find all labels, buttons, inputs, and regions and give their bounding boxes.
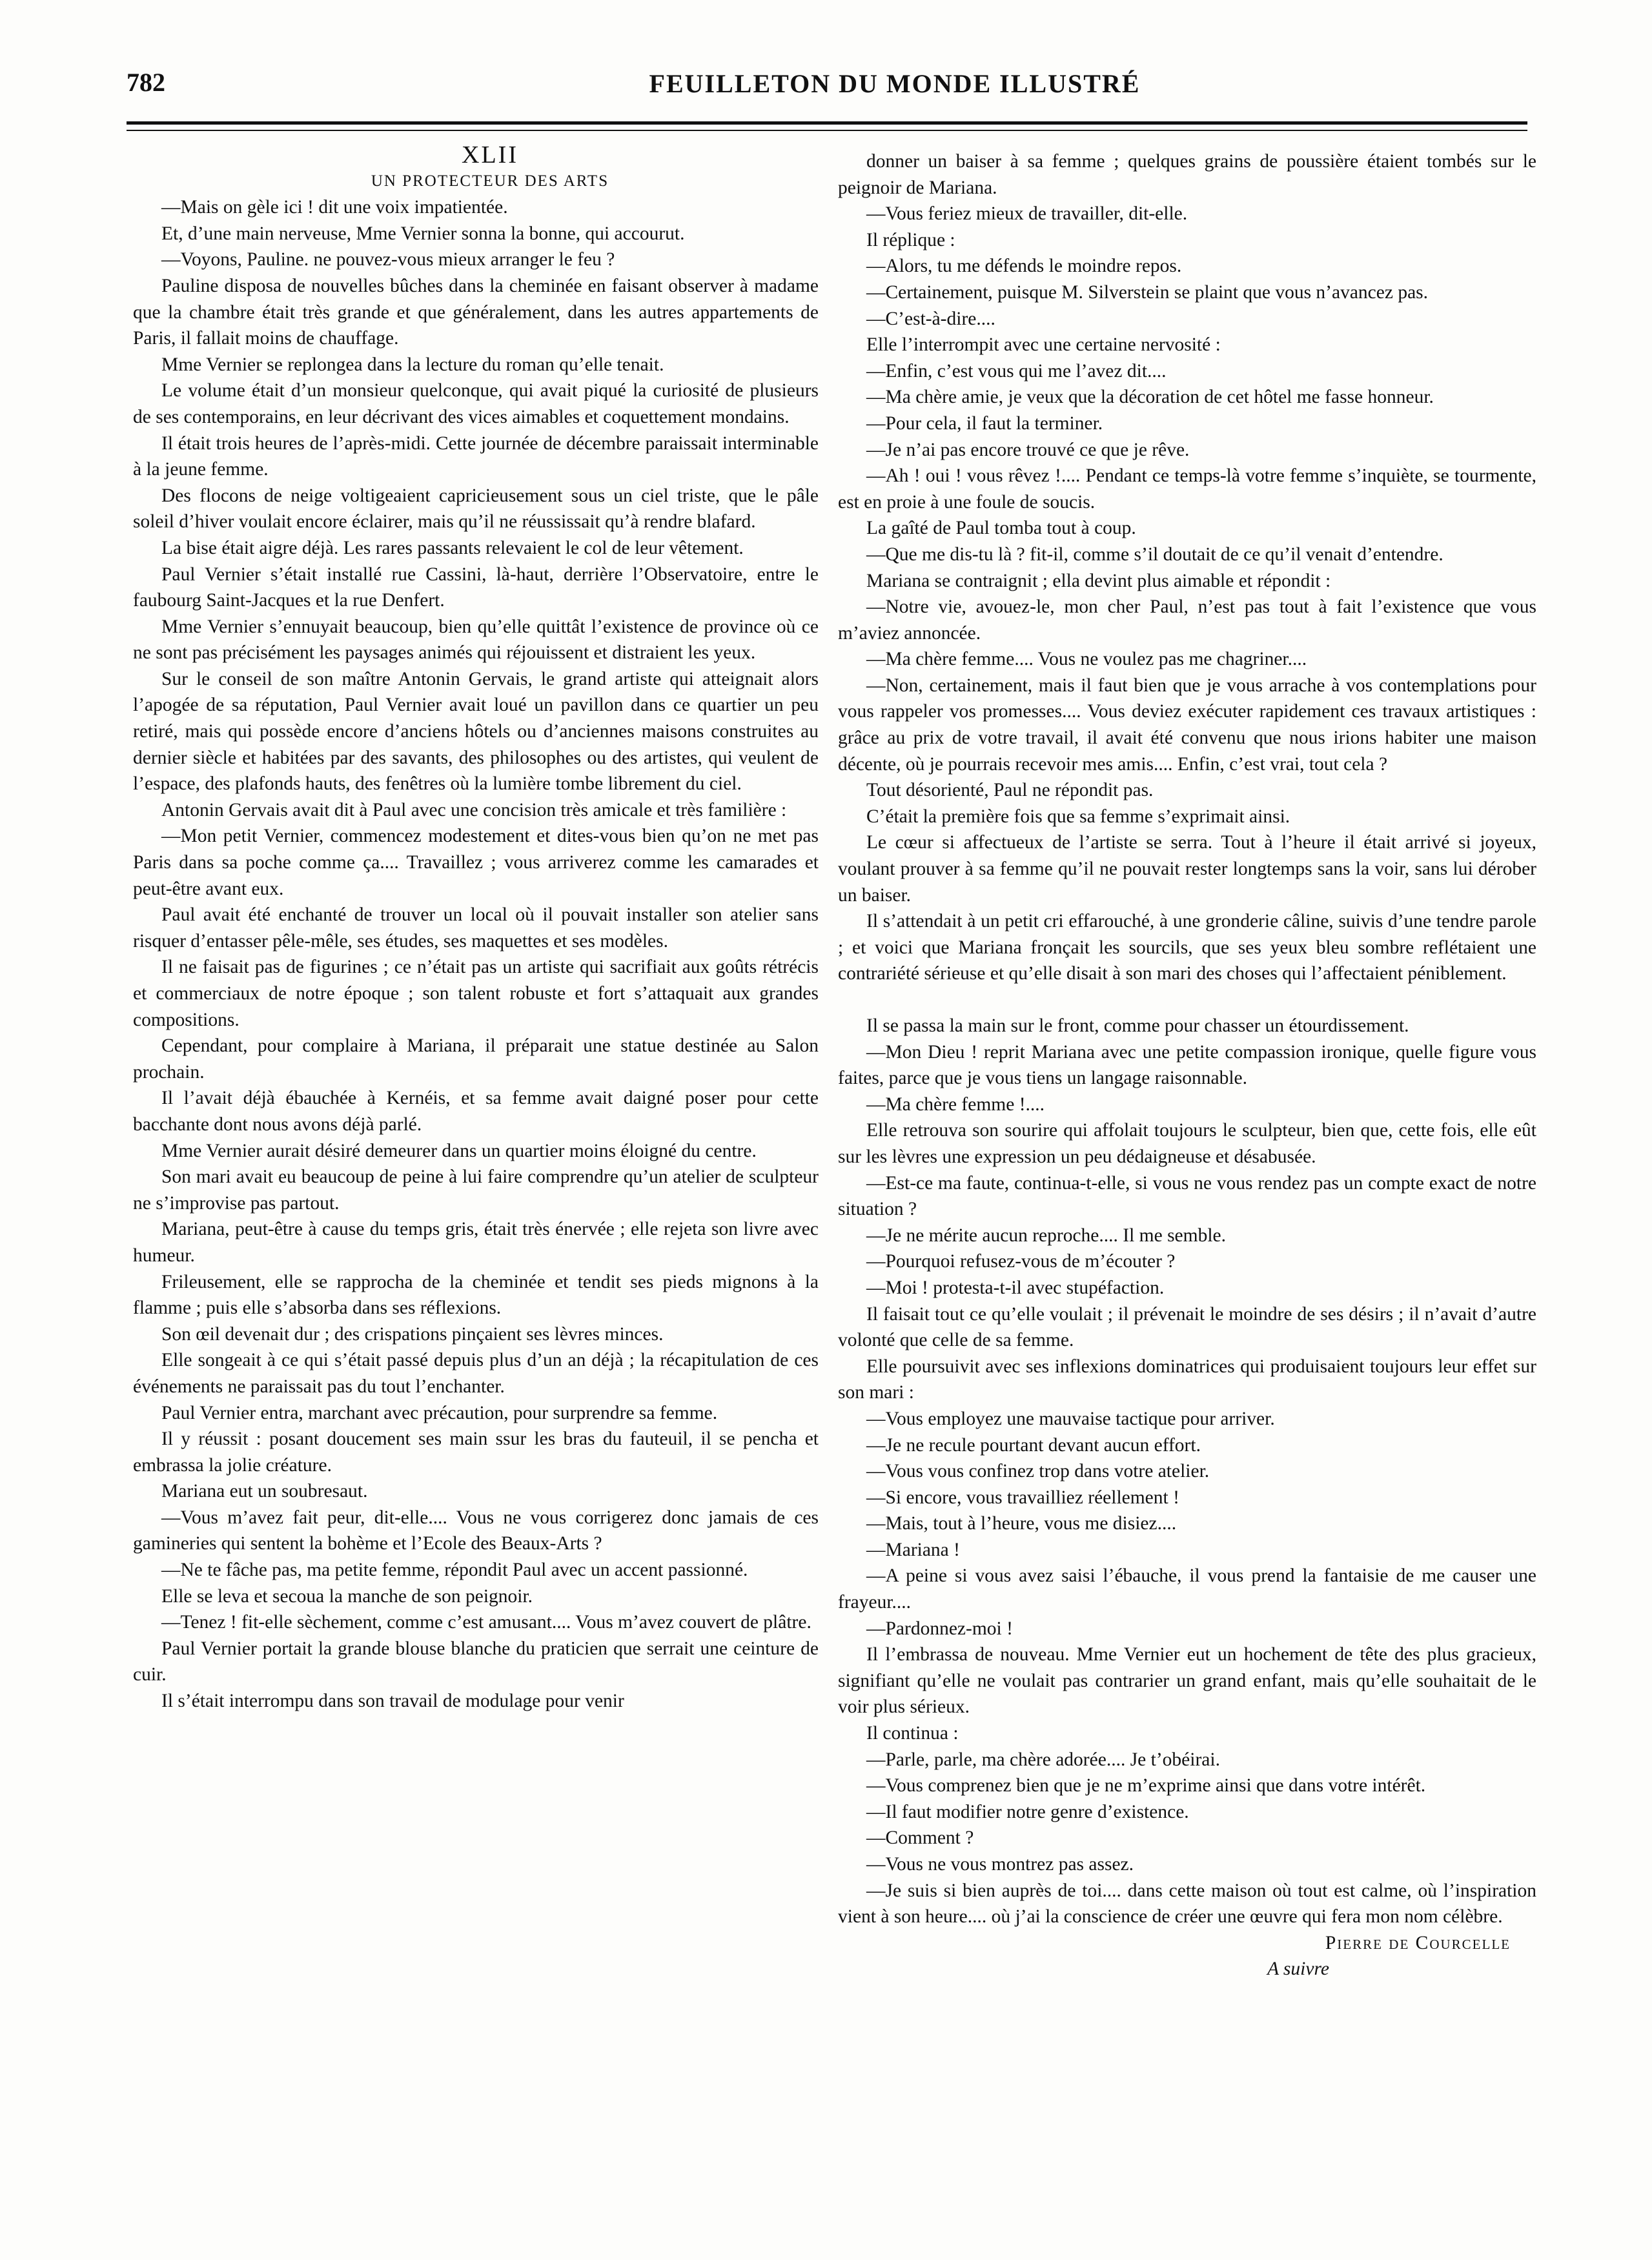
running-head: FEUILLETON DU MONDE ILLUSTRÉ (649, 69, 1141, 98)
section-gap (838, 987, 1536, 1013)
paragraph: —Vous m’avez fait peur, dit-elle.... Vous ne vous corrigerez donc jamais de ces gamineries qui sentent la bohème et l’Ecole des Beaux-Arts ? (133, 1507, 819, 1554)
paragraph: —Moi ! protesta-t-il avec stupéfaction. (866, 1277, 1165, 1298)
paragraph: Il se passa la main sur le front, comme pour chasser un étourdissement. (866, 1015, 1409, 1036)
paragraph: Frileusement, elle se rapprocha de la cheminée et tendit ses pieds mignons à la flamme ; puis elle s’absorba dans ses réflexions. (133, 1271, 819, 1319)
paragraph: Il s’attendait à un petit cri effarouché, à une gronderie câline, suivis d’une tendre parole ; et voici que Mariana fronçait les sourcils, que ses yeux bleu sombre reflétaient une contrariété sérieuse et qu’elle disait à son mari des choses qui l’affectaient péniblement. (838, 911, 1536, 984)
chapter-title: UN PROTECTEUR DES ARTS (371, 172, 609, 190)
paragraph: —Vous comprenez bien que je ne m’exprime ainsi que dans votre intérêt. (866, 1775, 1426, 1797)
paragraph: —Mon Dieu ! reprit Mariana avec une petite compassion ironique, quelle figure vous faites, parce que je vous tiens un langage raisonnable. (838, 1041, 1536, 1089)
paragraph: Sur le conseil de son maître Antonin Gervais, le grand artiste qui atteignait alors l’apogée de sa réputation, Paul Vernier avait loué un pavillon dans ce quartier un peu retiré, mais qui possède encore d’anciens hôtels ou d’anciennes maisons construites au dernier siècle et habitées par des savants, des philosophes ou des artistes, qui veulent de l’espace, des plafonds hauts, des fenêtres où la lumière tombe librement du ciel. (133, 668, 819, 795)
paragraph: Son œil devenait dur ; des crispations pinçaient ses lèvres minces. (161, 1323, 664, 1345)
paragraph: —Pardonnez-moi ! (866, 1618, 1013, 1639)
paragraph: Mariana eut un soubresaut. (161, 1481, 368, 1502)
paragraph: Paul Vernier portait la grande blouse blanche du praticien que serrait une ceinture de cuir. (133, 1638, 819, 1685)
paragraph: —Ah ! oui ! vous rêvez !.... Pendant ce temps-là votre femme s’inquiète, se tourmente, est en proie à une foule de soucis. (838, 465, 1536, 513)
paragraph: —Il faut modifier notre genre d’existence. (866, 1801, 1189, 1822)
paragraph: Il réplique : (866, 229, 955, 250)
paragraph: donner un baiser à sa femme ; quelques grains de poussière étaient tombés sur le peignoir de Mariana. (838, 151, 1536, 198)
paragraph: Il y réussit : posant doucement ses main ssur les bras du fauteuil, il se pencha et embrassa la jolie créature. (133, 1429, 819, 1476)
header-rule-thick (127, 121, 1527, 125)
paragraph: —C’est-à-dire.... (866, 308, 995, 329)
paragraph: Elle retrouva son sourire qui affolait toujours le sculpteur, bien que, cette fois, elle eût sur les lèvres une expression un peu dédaigneuse et désabusée. (838, 1120, 1536, 1167)
paragraph: Son mari avait eu beaucoup de peine à lui faire comprendre qu’un atelier de sculpteur ne s’improvise pas partout. (133, 1166, 819, 1214)
paragraph: —Comment ? (866, 1827, 974, 1849)
paragraph: Mariana, peut-être à cause du temps gris, était très énervée ; elle rejeta son livre avec humeur. (133, 1219, 819, 1266)
paragraph: —Je n’ai pas encore trouvé ce que je rêve. (866, 439, 1190, 460)
paragraph: —Alors, tu me défends le moindre repos. (866, 256, 1182, 277)
right-column-top (838, 148, 1536, 987)
paragraph: —Certainement, puisque M. Silverstein se plaint que vous n’avancez pas. (866, 281, 1429, 303)
paragraph: Il l’avait déjà ébauchée à Kernéis, et sa femme avait daigné poser pour cette bacchante dont nous avons déjà parlé. (133, 1088, 819, 1135)
paragraph: —Si encore, vous travailliez réellement ! (866, 1487, 1179, 1508)
paragraph: Mme Vernier se replongea dans la lecture du roman qu’elle tenait. (161, 354, 664, 375)
paragraph: —Que me dis-tu là ? fit-il, comme s’il doutait de ce qu’il venait d’entendre. (866, 544, 1443, 565)
paragraph: La gaîté de Paul tomba tout à coup. (866, 518, 1136, 539)
paragraph: —Mariana ! (866, 1539, 960, 1560)
paragraph: —Mon petit Vernier, commencez modestement et dites-vous bien qu’on ne met pas Paris dans sa poche comme ça.... Travaillez ; vous arriverez comme les camarades et peut-être avant eux. (133, 826, 819, 899)
header-rule-thin (127, 130, 1527, 131)
to-be-continued: A suivre (1267, 1959, 1329, 1980)
paragraph: La bise était aigre déjà. Les rares passants relevaient le col de leur vêtement. (161, 537, 744, 558)
paragraph: Et, d’une main nerveuse, Mme Vernier sonna la bonne, qui accourut. (161, 223, 685, 244)
paragraph: Il s’était interrompu dans son travail de modulage pour venir (161, 1691, 624, 1712)
paragraph: —Enfin, c’est vous qui me l’avez dit.... (866, 360, 1167, 382)
paragraph: Cependant, pour complaire à Mariana, il préparait une statue destinée au Salon prochain. (133, 1035, 819, 1083)
paragraph: C’était la première fois que sa femme s’exprimait ainsi. (866, 806, 1290, 827)
paragraph: —Mais, tout à l’heure, vous me disiez.... (866, 1513, 1177, 1534)
paragraph: Paul avait été enchanté de trouver un local où il pouvait installer son atelier sans risquer d’entasser pêle-mêle, ses études, ses maquettes et ses modèles. (133, 904, 819, 952)
paragraph: Il faisait tout ce qu’elle voulait ; il prévenait le moindre de ses désirs ; il n’avait d’autre volonté que celle de sa femme. (838, 1303, 1536, 1351)
paragraph: —Ma chère amie, je veux que la décoration de cet hôtel me fasse honneur. (866, 387, 1434, 408)
paragraph: —Ma chère femme.... Vous ne voulez pas me chagriner.... (866, 649, 1307, 670)
left-column (133, 142, 819, 1715)
paragraph: Elle songeait à ce qui s’était passé depuis plus d’un an déjà ; la récapitulation de ces événements ne paraissait pas du tout l’enchanter. (133, 1350, 819, 1397)
paragraph: Elle poursuivit avec ses inflexions dominatrices qui produisaient toujours leur effet sur son mari : (838, 1356, 1536, 1403)
page-number: 782 (127, 68, 165, 97)
paragraph: —Vous employez une mauvaise tactique pour arriver. (866, 1408, 1275, 1429)
paragraph: Elle se leva et secoua la manche de son peignoir. (161, 1585, 533, 1607)
paragraph: —Vous ne vous montrez pas assez. (866, 1854, 1134, 1875)
paragraph: Mme Vernier aurait désiré demeurer dans un quartier moins éloigné du centre. (161, 1140, 757, 1161)
paragraph: —Tenez ! fit-elle sèchement, comme c’est amusant.... Vous m’avez couvert de plâtre. (161, 1612, 811, 1633)
paragraph: Tout désorienté, Paul ne répondit pas. (866, 780, 1154, 801)
paragraph: —Ma chère femme !.... (866, 1094, 1045, 1115)
paragraph: —Voyons, Pauline. ne pouvez-vous mieux arranger le feu ? (161, 249, 615, 270)
paragraph: —Parle, parle, ma chère adorée.... Je t’obéirai. (866, 1749, 1220, 1770)
paragraph: —A peine si vous avez saisi l’ébauche, il vous prend la fantaisie de me causer une frayeur.... (838, 1565, 1536, 1613)
paragraph: —Ne te fâche pas, ma petite femme, répondit Paul avec un accent passionné. (161, 1560, 748, 1581)
page-header (127, 63, 1547, 102)
paragraph: Des flocons de neige voltigeaient capricieusement sous un ciel triste, que le pâle soleil d’hiver voulait encore éclairer, mais qu’il ne réussissait qu’à rendre blafard. (133, 485, 819, 533)
paragraph: —Vous vous confinez trop dans votre atelier. (866, 1461, 1210, 1482)
paragraph: Mme Vernier s’ennuyait beaucoup, bien qu’elle quittât l’existence de province où ce ne sont pas précisément les paysages animés qui réjouissent et distraient les yeux. (133, 616, 819, 664)
paragraph: —Je ne recule pourtant devant aucun effort. (866, 1434, 1201, 1456)
paragraph: Pauline disposa de nouvelles bûches dans la cheminée en faisant observer à madame que la chambre était très grande et que généralement, dans les autres appartements de Paris, il fallait moins de chauffage. (133, 275, 819, 349)
right-column-bottom (838, 1013, 1536, 1930)
paragraph: Il était trois heures de l’après-midi. Cette journée de décembre paraissait interminable à la jeune femme. (133, 433, 819, 480)
paragraph: —Je ne mérite aucun reproche.... Il me semble. (866, 1225, 1226, 1246)
paragraph: —Vous feriez mieux de travailler, dit-elle. (866, 203, 1188, 225)
paragraph: Mariana se contraignit ; ella devint plus aimable et répondit : (866, 570, 1331, 591)
paragraph: —Notre vie, avouez-le, mon cher Paul, n’est pas tout à fait l’existence que vous m’aviez annoncée. (838, 596, 1536, 644)
paragraph: Il ne faisait pas de figurines ; ce n’était pas un artiste qui sacrifiait aux goûts rétrécis et commerciaux de notre époque ; son talent robuste et fort s’attaquait aux grandes compositions. (133, 957, 819, 1030)
paragraph: —Je suis si bien auprès de toi.... dans cette maison où tout est calme, où l’inspiration vient à son heure.... où j’ai la conscience de créer une œuvre qui fera mon nom célèbre. (838, 1880, 1536, 1928)
chapter-number: XLII (462, 141, 518, 168)
paragraph: Paul Vernier entra, marchant avec précaution, pour surprendre sa femme. (161, 1402, 718, 1423)
paragraph: Il continua : (866, 1723, 959, 1744)
paragraph: Elle l’interrompit avec une certaine nervosité : (866, 334, 1221, 356)
paragraph: Antonin Gervais avait dit à Paul avec une concision très amicale et très familière : (161, 799, 787, 820)
paragraph: —Non, certainement, mais il faut bien que je vous arrache à vos contemplations pour vous rappeler vos promesses.... Vous deviez exécuter rapidement ces travaux artistiques : grâce au prix de votre travail, il avait été convenu que nous irions habiter une maison décente, où je pourrais recevoir mes amis.... Enfin, c’est vrai, tout cela ? (838, 675, 1536, 775)
paragraph: —Est-ce ma faute, continua-t-elle, si vous ne vous rendez pas un compte exact de notre situation ? (838, 1172, 1536, 1220)
paragraph: —Mais on gèle ici ! dit une voix impatientée. (161, 197, 508, 218)
paragraph: Le cœur si affectueux de l’artiste se serra. Tout à l’heure il était arrivé si joyeux, voulant prouver à sa femme qu’il ne pouvait rester longtemps sans la voir, sans lui dérober un baiser. (838, 832, 1536, 906)
paragraph: Paul Vernier s’était installé rue Cassini, là-haut, derrière l’Observatoire, entre le faubourg Saint-Jacques et la rue Denfert. (133, 564, 819, 611)
paragraph: —Pour cela, il faut la terminer. (866, 412, 1103, 434)
author-signature: Pierre de Courcelle (1325, 1932, 1511, 1953)
right-column (838, 148, 1536, 1982)
paragraph: Il l’embrassa de nouveau. Mme Vernier eut un hochement de tête des plus gracieux, signifiant qu’elle ne voulait pas contrarier un grand enfant, mais qu’elle souhaitait de le voir plus sérieux. (838, 1644, 1536, 1718)
paragraph: Le volume était d’un monsieur quelconque, qui avait piqué la curiosité de plusieurs de ses contemporains, en leur décrivant des vices aimables et coquettement mondains. (133, 380, 819, 427)
paragraph: —Pourquoi refusez-vous de m’écouter ? (866, 1251, 1176, 1272)
